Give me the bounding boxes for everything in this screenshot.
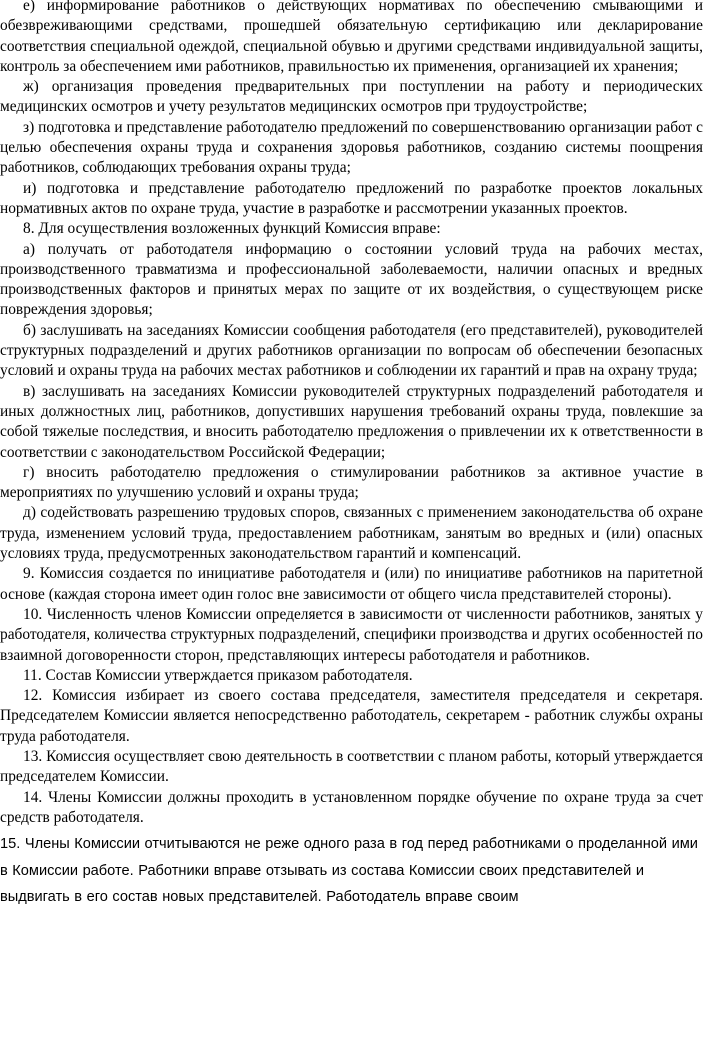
paragraph-15: 15. Члены Комиссии отчитываются не реже одного раза в год перед работниками о проделанной ими в Комиссии работе. Работники вправе отзывать из состава Комиссии своих представителей и выдвигать в его состав новых представителей. Работодатель вправе своим <box>0 836 698 906</box>
paragraph-11: 11. Состав Комиссии утверждается приказом работодателя. <box>23 666 413 684</box>
paragraph-8v: в) заслушивать на заседаниях Комиссии руководителей структурных подразделений работодателя и иных должностных лиц, работников, допустивших нарушения требований охраны труда, повлекшие за собой тяжелые последствия, и вносить работодателю предложения о привлечении их к ответственности в соответствии с законодательством Российской Федерации; <box>0 382 703 461</box>
paragraph-e: е) информирование работников о действующих нормативах по обеспечению смывающими и обезвреживающими средствами, прошедшей обязательную сертификацию или декларирование соответствия специальной одеждой, специальной обувью и другими средствами индивидуальной защиты, контроль за обеспечением ими работников, правильностью их применения, организацией их хранения; <box>0 0 703 75</box>
paragraph-z: з) подготовка и представление работодателю предложений по совершенствованию организации работ с целью обеспечения охраны труда и сохранения здоровья работников, созданию системы поощрения работников, соблюдающих требования охраны труда; <box>0 118 703 177</box>
paragraph-8: 8. Для осуществления возложенных функций Комиссия вправе: <box>23 220 441 238</box>
paragraph-8b: б) заслушивать на заседаниях Комиссии сообщения работодателя (его представителей), руководителей структурных подразделений и других работников организации по вопросам об обеспечении безопасных условий и охраны труда на рабочих местах работников и соблюдении их гарантий и прав на охрану труда; <box>0 321 703 380</box>
paragraph-8d: д) содействовать разрешению трудовых споров, связанных с применением законодательства об охране труда, изменением условий труда, предоставлением работникам, занятым во вредных и (или) опасных условиях труда, предусмотренных законодательством гарантий и компенсаций. <box>0 504 703 563</box>
paragraph-zh: ж) организация проведения предварительных при поступлении на работу и периодических медицинских осмотров и учету результатов медицинских осмотров при трудоустройстве; <box>0 78 703 116</box>
paragraph-10: 10. Численность членов Комиссии определяется в зависимости от численности работников, занятых у работодателя, количества структурных подразделений, специфики производства и других особенностей по взаимной договоренности сторон, представляющих интересы работодателя и работников. <box>0 605 703 664</box>
paragraph-i: и) подготовка и представление работодателю предложений по разработке проектов локальных нормативных актов по охране труда, участие в разработке и рассмотрении указанных проектов. <box>0 179 703 217</box>
paragraph-8g: г) вносить работодателю предложения о стимулировании работников за активное участие в мероприятиях по улучшению условий и охраны труда; <box>0 463 703 502</box>
paragraph-13: 13. Комиссия осуществляет свою деятельность в соответствии с планом работы, который утверждается председателем Комиссии. <box>0 747 703 786</box>
paragraph-14: 14. Члены Комиссии должны проходить в установленном порядке обучение по охране труда за счет средств работодателя. <box>0 788 703 826</box>
paragraph-8a: а) получать от работодателя информацию о состоянии условий труда на рабочих местах, производственного травматизма и профессиональной заболеваемости, наличии опасных и вредных производственных факторов и принятых мерах по защите от их воздействия, о существующем риске повреждения здоровья; <box>0 240 703 319</box>
paragraph-9: 9. Комиссия создается по инициативе работодателя и (или) по инициативе работников на паритетной основе (каждая сторона имеет один голос вне зависимости от общего числа представителей стороны). <box>0 565 703 603</box>
paragraph-12: 12. Комиссия избирает из своего состава председателя, заместителя председателя и секретаря. Председателем Комиссии является непосредственно работодатель, секретарем - работник службы охраны труда работодателя. <box>0 687 703 745</box>
